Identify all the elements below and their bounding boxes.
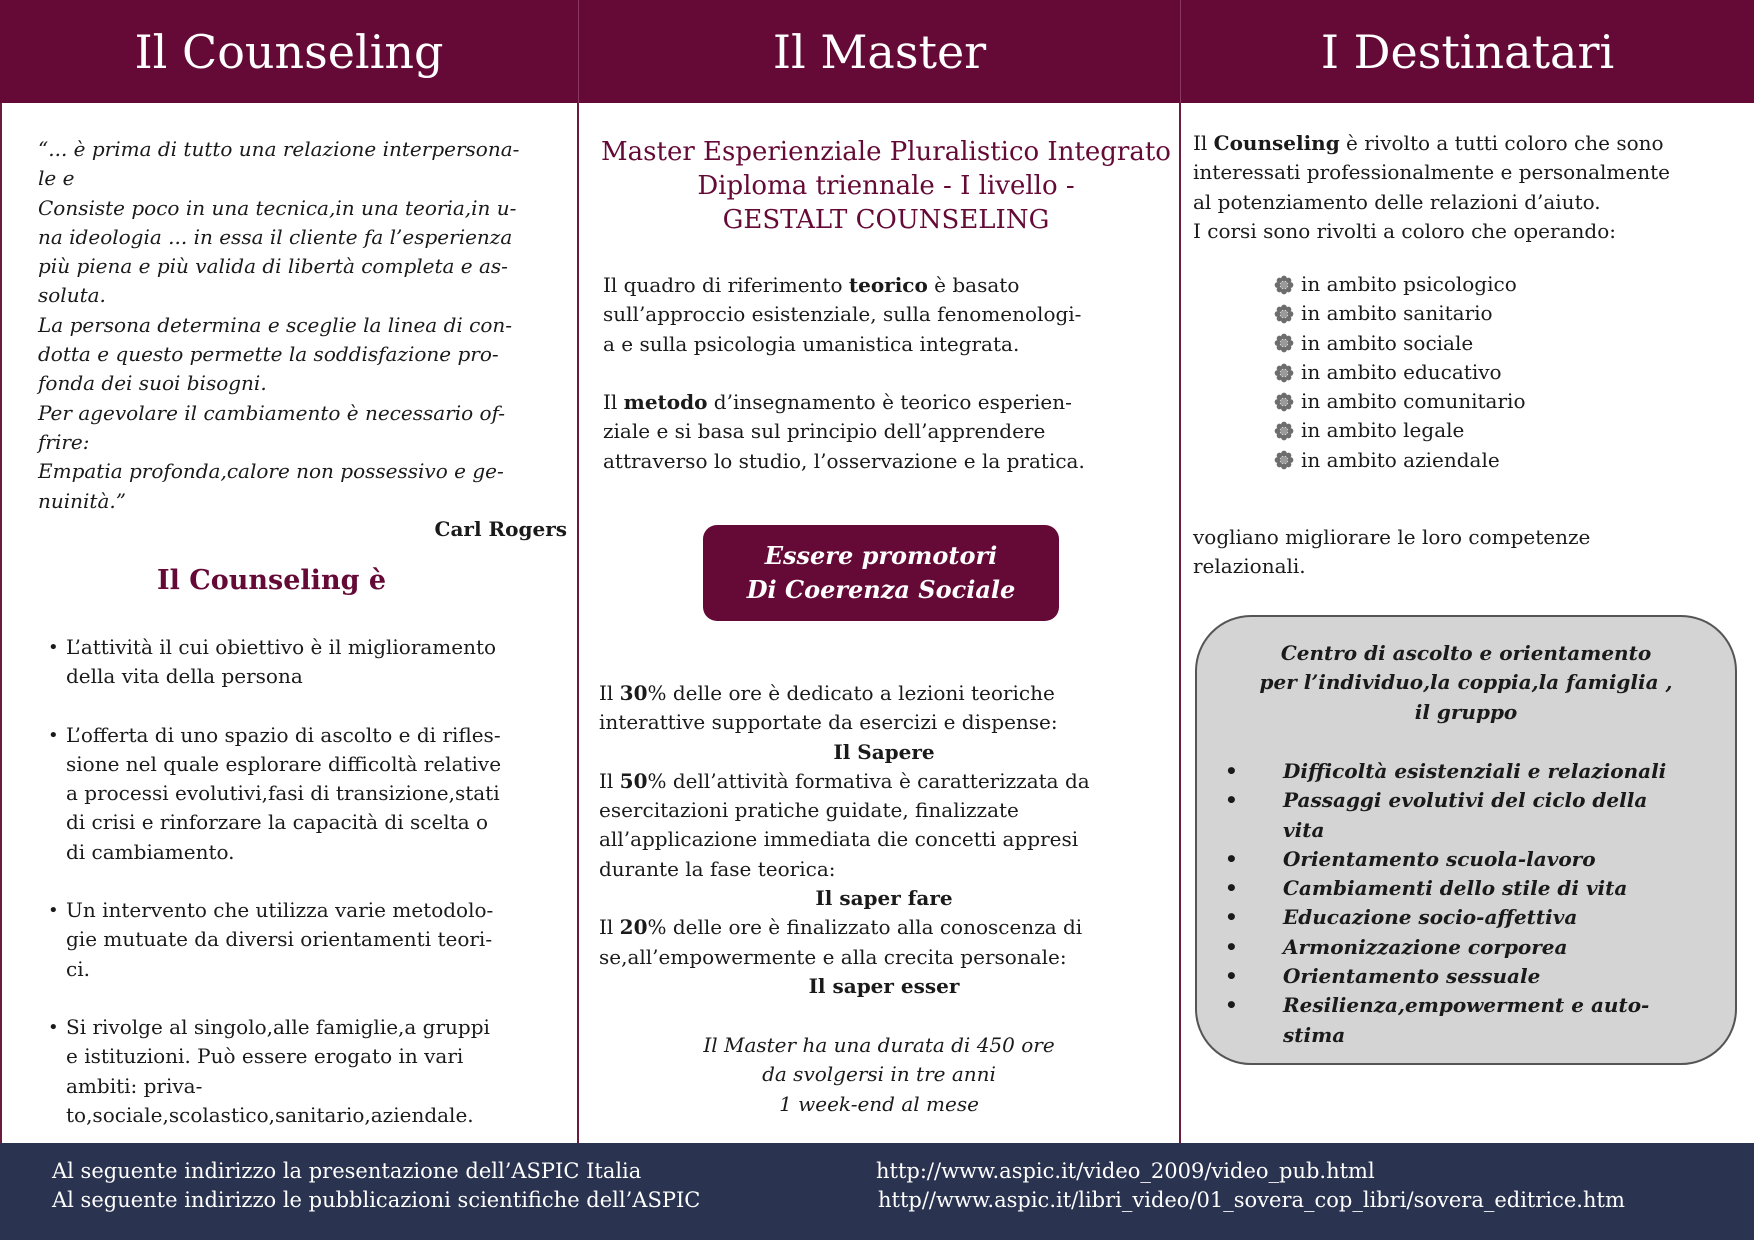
list-item: • Resilienza,empowerment e auto- stima (1225, 993, 1650, 1047)
master-percentages: Il 30% delle ore è dedicato a lezioni teoriche interattive supportate da esercizi e dispense: Il Sapere Il 50% dell’attività formativa è caratterizzata da esercitazioni pratiche guidate, finalizzate all’applicazione immediata die concetti appresi durante la fase teorica: Il saper fare Il 20% delle ore è finalizzato alla conoscenza di se,all’empowermente e alla crecita personale: Il saper esser (599, 679, 1169, 1001)
centro-ascolto-box (1195, 615, 1737, 1065)
footer-bar (0, 1143, 1754, 1240)
list-item: in ambito psicologico (1273, 270, 1525, 299)
flower-bullet-icon (1273, 332, 1295, 354)
bullet-icon: • (48, 637, 59, 658)
flower-bullet-icon (1273, 391, 1295, 413)
master-method-paragraph: Il metodo d’insegnamento è teorico esperien- ziale e si basa sul principio dell’apprendere attraverso lo studio, l’osservazione e la pratica. (603, 390, 1085, 473)
master-duration: Il Master ha una durata di 450 ore da svolgersi in tre anni 1 week-end al mese (703, 1033, 1055, 1116)
quote-line: fonda dei suoi bisogni. (38, 371, 267, 396)
quote-line: frire: (38, 429, 90, 454)
footer-link-video[interactable]: http://www.aspic.it/video_2009/video_pub.html (876, 1159, 1375, 1183)
bullet-icon: • (48, 1016, 59, 1038)
quote-line: Empatia profonda,calore non possessivo e ge- (38, 459, 504, 484)
list-item: • Passaggi evolutivi del ciclo della vita (1225, 788, 1648, 842)
rogers-quote (38, 135, 568, 516)
master-title: Master Esperienziale Pluralistico Integrato Diploma triennale - I livello - GESTALT COUNSELING (601, 137, 1171, 235)
bullet-icon: • (1225, 964, 1238, 989)
bullet-icon: • (1225, 846, 1238, 871)
header-title-master: Il Master (579, 0, 1181, 103)
list-item: • L’offerta di uno spazio di ascolto e di rifles- sione nel quale esplorare difficoltà relative a processi evolutivi,fasi di transizione,stati di crisi e rinforzare la capacità di scelta o di cambiamento. (48, 722, 502, 864)
list-item: • Educazione socio-affettiva (1221, 903, 1721, 932)
bullet-icon: • (1225, 759, 1238, 783)
bullet-icon: • (1225, 993, 1238, 1018)
promo-box: Essere promotori Di Coerenza Sociale (703, 525, 1059, 621)
flower-bullet-icon (1273, 420, 1295, 442)
quote-line: dotta e questo permette la soddisfazione pro- (38, 342, 499, 367)
flower-bullet-icon (1273, 362, 1295, 384)
destinatari-closing: vogliano migliorare le loro competenze relazionali. (1193, 525, 1591, 579)
ambiti-list (1273, 270, 1525, 475)
list-item: • Cambiamenti dello stile di vita (1221, 874, 1721, 903)
centro-list (1221, 757, 1721, 1050)
label-sapere: Il Sapere (833, 739, 935, 764)
bullet-icon: • (1225, 934, 1238, 959)
flower-bullet-icon (1273, 303, 1295, 325)
list-item: • Armonizzazione corporea (1221, 933, 1721, 962)
quote-line: soluta. (38, 283, 106, 308)
counseling-bullet-list (46, 633, 566, 1159)
label-saper-fare: Il saper fare (815, 886, 953, 911)
panel-destinatari (1181, 103, 1754, 1143)
bullet-icon: • (1225, 876, 1238, 901)
footer-link-books[interactable]: http//www.aspic.it/libri_video/01_sovera_cop_libri/sovera_editrice.htm (878, 1188, 1625, 1212)
label-saper-esser: Il saper esser (808, 973, 960, 998)
quote-line: na ideologia ... in essa il cliente fa l’esperienza (38, 224, 513, 249)
list-item: • Un intervento che utilizza varie metodolo- gie mutuate da diversi orientamenti teori- ci. (48, 898, 494, 981)
list-item: • L’attività il cui obiettivo è il miglioramento della vita della persona (48, 635, 497, 689)
list-item: in ambito legale (1273, 416, 1525, 445)
centro-title: Centro di ascolto e orientamento per l’individuo,la coppia,la famiglia , il gruppo (1259, 641, 1673, 724)
list-item: • Orientamento sessuale (1221, 962, 1721, 991)
quote-line: “... è prima di tutto una relazione interpersona- (38, 137, 520, 161)
bullet-icon: • (48, 900, 59, 922)
bullet-icon: • (48, 724, 59, 746)
list-item: • Orientamento scuola-lavoro (1221, 845, 1721, 874)
quote-line: La persona determina e sceglie la linea di con- (38, 312, 513, 337)
quote-line: Consiste poco in una tecnica,in una teoria,in u- (38, 195, 517, 220)
list-item: in ambito educativo (1273, 358, 1525, 387)
destinatari-intro: Il Counseling è rivolto a tutti coloro che sono interessati professionalmente e personalmente al potenziamento delle relazioni d’aiuto. I corsi sono rivolti a coloro che operando: (1193, 131, 1670, 243)
list-item: in ambito sanitario (1273, 299, 1525, 328)
flower-bullet-icon (1273, 274, 1295, 296)
quote-line: nuinità.” (38, 488, 126, 513)
list-item: • Si rivolge al singolo,alle famiglie,a gruppi e istituzioni. Può essere erogato in vari ambiti: priva- to,sociale,scolastico,sanitario,aziendale. (48, 1014, 490, 1127)
quote-line: le e (38, 166, 75, 191)
footer-line-publications: Al seguente indirizzo le pubblicazioni scientifiche dell’ASPIC (52, 1188, 701, 1212)
panel-master (579, 103, 1181, 1143)
bullet-icon: • (1225, 905, 1238, 930)
header-bar (0, 0, 1754, 103)
list-item: • Difficoltà esistenziali e relazionali (1221, 757, 1721, 786)
counseling-subheading: Il Counseling è (157, 565, 387, 596)
header-title-counseling: Il Counseling (0, 0, 579, 103)
list-item: in ambito comunitario (1273, 387, 1525, 416)
master-theory-paragraph: Il quadro di riferimento teorico è basato sull’approccio esistenziale, sulla fenomenologi- a e sulla psicologia umanistica integrata. (603, 273, 1082, 356)
footer-line-presentation: Al seguente indirizzo la presentazione dell’ASPIC Italia (52, 1159, 642, 1183)
flower-bullet-icon (1273, 449, 1295, 471)
panel-counseling (0, 103, 579, 1143)
quote-line: più piena e più valida di libertà completa e as- (38, 254, 508, 279)
list-item: in ambito sociale (1273, 329, 1525, 358)
quote-line: Per agevolare il cambiamento è necessario of- (38, 400, 506, 425)
header-title-destinatari: I Destinatari (1320, 24, 1615, 79)
list-item: in ambito aziendale (1273, 446, 1525, 475)
quote-author: Carl Rogers (434, 517, 567, 541)
bullet-icon: • (1225, 788, 1238, 813)
